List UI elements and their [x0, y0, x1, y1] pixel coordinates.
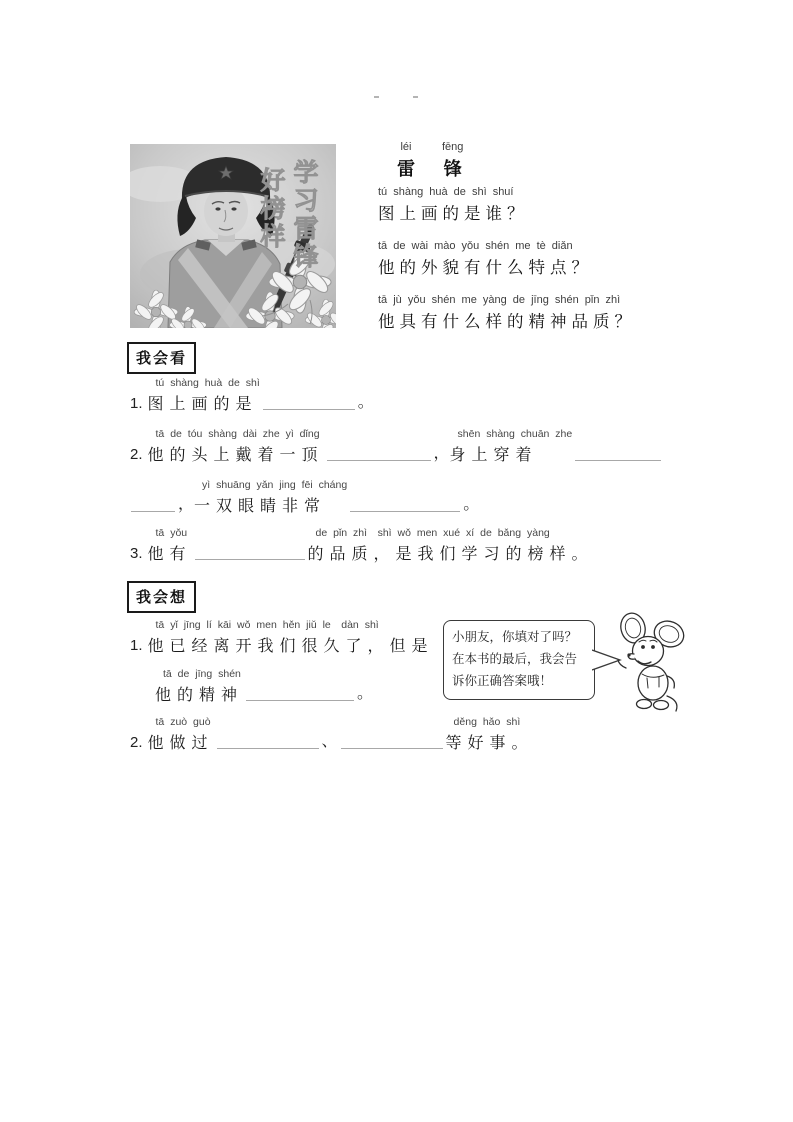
question-number: 3.	[130, 545, 143, 562]
think-question-1-line-2	[155, 668, 373, 705]
look-question-2-line-2	[128, 479, 479, 516]
bubble-text-line: 在本书的最后，我会告	[452, 651, 578, 666]
hanzi-line: 身上穿着	[449, 447, 538, 464]
punctuation: 、	[321, 733, 338, 750]
pinyin-line: tā de wài mào yǒu shén me tè diǎn	[378, 240, 573, 252]
question-number: 2.	[130, 446, 143, 463]
answer-blank	[575, 458, 661, 461]
question-number: 1.	[130, 637, 143, 654]
hanzi-line: 等好事。	[445, 735, 534, 752]
bubble-text-line: 诉你正确答案哦！	[452, 673, 553, 688]
think-question-1-line-1	[130, 619, 434, 656]
answer-blank	[217, 746, 319, 749]
punctuation: ，	[433, 445, 450, 462]
answer-blank	[246, 698, 354, 701]
svg-text:学: 学	[293, 159, 319, 187]
answer-blank	[131, 509, 175, 512]
answer-blank	[341, 746, 443, 749]
header-mark	[374, 96, 379, 98]
svg-text:样: 样	[260, 223, 286, 251]
look-question-1	[130, 377, 374, 414]
section-label-think: 我会想	[127, 581, 196, 613]
pinyin-line: tā jù yǒu shén me yàng de jīng shén pǐn zhì	[378, 294, 621, 306]
intro-question-2	[378, 240, 636, 278]
svg-text:好: 好	[260, 167, 286, 195]
answer-blank	[263, 407, 355, 410]
hanzi-line: 他已经离开我们很久了，但是	[147, 638, 434, 655]
hanzi-line: 他的头上戴着一顶	[147, 447, 324, 464]
svg-text:习: 习	[293, 187, 319, 215]
look-question-3	[130, 527, 594, 564]
pinyin-line: tā yǒu	[155, 527, 188, 539]
look-question-2-line-1	[130, 428, 664, 465]
punctuation: 。	[357, 685, 374, 702]
pinyin-line: tā yǐ jīng lí kāi wǒ men hěn jiǔ le dàn shì	[155, 619, 379, 631]
hanzi-line: 他具有什么样的精神品质？	[378, 313, 636, 331]
pinyin-line: shēn shàng chuān zhe	[457, 428, 573, 440]
punctuation: 。	[463, 496, 480, 513]
punctuation: 。	[357, 394, 374, 411]
hanzi-line: 的品质，是我们学习的榜样。	[307, 546, 594, 563]
svg-text:锋: 锋	[293, 243, 319, 271]
intro-question-3	[378, 294, 636, 332]
intro-questions	[378, 186, 636, 348]
hanzi-line: 图上画的是谁？	[378, 205, 529, 223]
pinyin-line: de pǐn zhì shì wǒ men xué xí de bǎng yàng	[315, 527, 550, 539]
hanzi-line: 一双眼睛非常	[194, 498, 327, 515]
svg-text:榜: 榜	[260, 195, 286, 223]
lesson-title	[397, 141, 463, 181]
question-number: 2.	[130, 734, 143, 751]
answer-blank	[327, 458, 431, 461]
answer-blank	[350, 509, 460, 512]
think-question-2	[130, 716, 534, 753]
header-mark	[413, 96, 418, 98]
hanzi-line: 他的外貌有什么特点？	[378, 259, 593, 277]
answer-blank	[195, 557, 305, 560]
hanzi-line: 他的精神	[155, 687, 244, 704]
hanzi-line: 他有	[147, 546, 192, 563]
pinyin-line: yì shuāng yǎn jing fēi cháng	[202, 479, 348, 491]
title-hanzi: 锋	[443, 159, 462, 179]
pinyin-line: tú shàng huà de shì shuí	[378, 186, 514, 198]
punctuation: ，	[178, 496, 195, 513]
pinyin-line: tā zuò guò	[155, 716, 211, 728]
question-number: 1.	[130, 395, 143, 412]
hanzi-line: 图上画的是	[147, 396, 258, 413]
bubble-text-line: 小朋友，你填对了吗？	[452, 630, 578, 644]
intro-question-1	[378, 186, 636, 224]
pinyin-line: tú shàng huà de shì	[155, 377, 260, 389]
section-label-look: 我会看	[127, 342, 196, 374]
lei-feng-portrait	[130, 144, 336, 328]
mouse-mascot-illustration	[612, 606, 690, 716]
title-pinyin: léi	[400, 141, 412, 153]
mouse-speech-bubble	[443, 620, 595, 700]
pinyin-line: děng hǎo shì	[453, 716, 521, 728]
hanzi-line: 他做过	[147, 735, 214, 752]
portrait-illustration	[130, 144, 336, 328]
pinyin-line: tā de jīng shén	[163, 668, 241, 680]
pinyin-line: tā de tóu shàng dài zhe yì dǐng	[155, 428, 320, 440]
title-hanzi: 雷	[397, 159, 415, 179]
svg-text:雷: 雷	[293, 215, 319, 243]
title-pinyin: fēng	[442, 141, 464, 153]
